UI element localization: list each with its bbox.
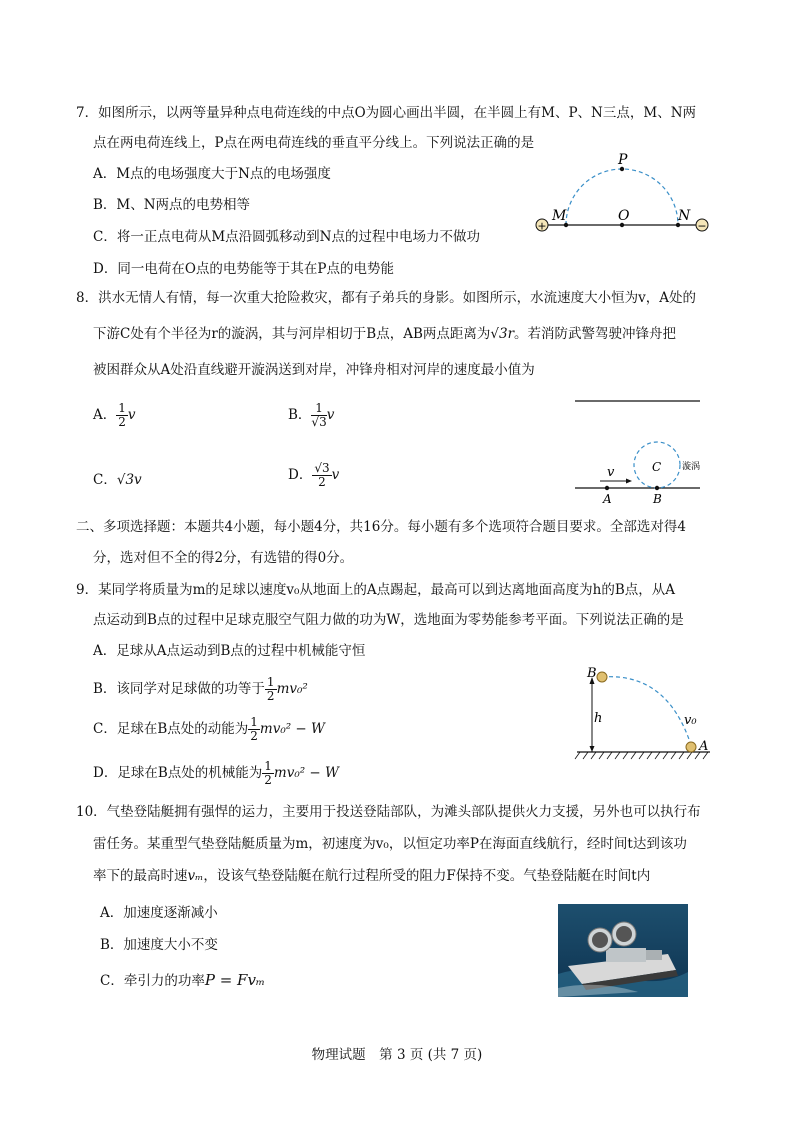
q9-label-v0: v₀ bbox=[684, 713, 697, 728]
q9-option-b-fraction bbox=[265, 676, 277, 703]
q7-stem-line2: 点在两电荷连线上，P点在两电荷连线的垂直平分线上。下列说法正确的是 bbox=[93, 135, 535, 151]
q9-label-a: A bbox=[699, 739, 709, 754]
q8-option-b-label: B． bbox=[288, 407, 312, 423]
q8-option-b-denominator: √3 bbox=[311, 415, 327, 429]
q9-option-d-fraction bbox=[262, 760, 274, 787]
q9-option-c bbox=[93, 716, 325, 743]
q8-label-b: B bbox=[653, 492, 662, 506]
q9-option-c-numerator: 1 bbox=[250, 715, 258, 729]
q10-vm: vₘ bbox=[187, 868, 204, 884]
q9-option-b-denominator: 2 bbox=[266, 689, 275, 703]
q8-stem-line2-c: 。若消防武警驾驶冲锋舟把 bbox=[514, 326, 677, 342]
q7-label-o: O bbox=[618, 208, 630, 224]
q10-stem-line3-a: 率下的最高时速 bbox=[93, 868, 188, 884]
q8-stem-line3: 被困群众从A处沿直线避开漩涡送到对岸，冲锋舟相对河岸的速度最小值为 bbox=[93, 362, 535, 378]
q7-option-a: A．M点的电场强度大于N点的电场强度 bbox=[93, 166, 331, 182]
q7-minus-charge: − bbox=[697, 219, 707, 233]
q8-option-a-var: v bbox=[127, 407, 136, 423]
q9-option-d-expr: mv₀² − W bbox=[273, 765, 339, 781]
q8-option-c bbox=[93, 470, 142, 490]
q9-label-b: B bbox=[587, 666, 597, 681]
q8-option-d bbox=[288, 462, 339, 489]
q9-stem-line2: 点运动到B点的过程中足球克服空气阻力做的功为W，选地面为零势能参考平面。下列说法正确的是 bbox=[93, 612, 684, 628]
q7-option-b: B．M、N两点的电势相等 bbox=[93, 197, 251, 213]
q10-hovercraft-photo bbox=[558, 904, 688, 997]
section2-heading-line1: 二、多项选择题：本题共4小题，每小题4分，共16分。每小题有多个选项符合题目要求。全部选对得4 bbox=[76, 519, 686, 535]
q8-option-a-label: A． bbox=[93, 407, 117, 423]
q8-option-c-value: √3v bbox=[116, 472, 142, 488]
q8-option-c-label: C． bbox=[93, 472, 117, 488]
q9-option-c-text: C．足球在B点处的动能为 bbox=[93, 721, 249, 737]
q9-option-d bbox=[93, 760, 339, 787]
q8-stem-line2 bbox=[93, 325, 676, 343]
q9-stem-line1: 9．某同学将质量为m的足球以速度v₀从地面上的A点踢起，最高可以到达离地面高度为h的B点，从A bbox=[76, 582, 676, 598]
q7-label-n: N bbox=[678, 208, 691, 224]
q9-label-h: h bbox=[594, 711, 603, 726]
q7-label-p: P bbox=[618, 152, 628, 168]
q8-label-v: v bbox=[607, 465, 615, 480]
q8-option-a bbox=[93, 402, 136, 429]
q7-stem-line1: 7．如图所示，以两等量异种点电荷连线的中点O为圆心画出半圆，在半圆上有M、P、N三点，M、N两 bbox=[76, 105, 697, 121]
q8-stem-line1: 8．洪水无情人有情，每一次重大抢险救灾，都有子弟兵的身影。如图所示，水流速度大小恒为v，A处的 bbox=[76, 290, 696, 306]
q10-option-a: A．加速度逐渐减小 bbox=[100, 905, 218, 921]
q8-option-b-numerator: 1 bbox=[311, 402, 326, 416]
q10-stem-line1: 10．气垫登陆艇拥有强悍的运力，主要用于投送登陆部队，为滩头部队提供火力支援，另外也可以执行布 bbox=[76, 804, 701, 820]
q8-label-a: A bbox=[603, 492, 612, 506]
q8-option-a-denominator: 2 bbox=[118, 415, 126, 429]
q8-option-b-var: v bbox=[326, 407, 335, 423]
section2-heading-line2: 分，选对但不全的得2分，有选错的得0分。 bbox=[93, 550, 354, 566]
q8-option-d-var: v bbox=[331, 467, 340, 483]
q7-label-m: M bbox=[552, 208, 567, 224]
q9-option-c-denominator: 2 bbox=[250, 729, 258, 743]
q9-option-d-denominator: 2 bbox=[264, 773, 272, 787]
q9-option-d-numerator: 1 bbox=[264, 759, 272, 773]
q8-option-d-label: D． bbox=[288, 467, 313, 483]
q9-option-b-numerator: 1 bbox=[266, 675, 275, 689]
q10-option-b: B．加速度大小不变 bbox=[100, 937, 218, 953]
q9-option-b-text: B．该同学对足球做的功等于 bbox=[93, 681, 265, 697]
q8-option-b-fraction bbox=[311, 402, 326, 429]
q8-stem-line2-a: 下游C处有个半径为r的漩涡，其与河岸相切于B点，AB两点距离为 bbox=[93, 326, 491, 342]
q10-stem-line3 bbox=[93, 867, 650, 885]
q9-option-c-fraction bbox=[248, 716, 260, 743]
q9-option-d-text: D．足球在B点处的机械能为 bbox=[93, 765, 263, 781]
q10-option-c-text: C．牵引力的功率 bbox=[100, 973, 205, 989]
q8-option-d-numerator: √3 bbox=[314, 461, 330, 475]
q8-river-figure bbox=[570, 395, 705, 510]
q7-option-c: C．将一正点电荷从M点沿圆弧移动到N点的过程中电场力不做功 bbox=[93, 229, 480, 245]
q8-option-b bbox=[288, 402, 334, 429]
q10-stem-line3-c: ，设该气垫登陆艇在航行过程所受的阻力F保持不变。气垫登陆艇在时间t内 bbox=[203, 868, 651, 884]
q9-option-b-expr: mv₀² bbox=[276, 681, 308, 697]
q10-option-c-expr: P = Fvₘ bbox=[204, 971, 266, 989]
q7-semicircle-figure bbox=[528, 152, 718, 242]
q8-sqrt3-r: √3r bbox=[490, 326, 515, 342]
q8-option-a-numerator: 1 bbox=[118, 401, 126, 415]
q8-option-d-fraction bbox=[312, 462, 331, 489]
q10-stem-line2: 雷任务。某重型气垫登陆艇质量为m，初速度为v₀，以恒定功率P在海面直线航行，经时间t达到该功 bbox=[93, 836, 687, 852]
q8-label-c: C bbox=[652, 460, 662, 474]
q10-option-c bbox=[100, 971, 265, 990]
q9-option-b bbox=[93, 676, 308, 703]
q9-option-a: A．足球从A点运动到B点的过程中机械能守恒 bbox=[93, 643, 366, 659]
q8-label-vortex: 漩涡 bbox=[682, 462, 701, 472]
q8-option-d-denominator: 2 bbox=[318, 475, 326, 489]
q7-option-d: D．同一电荷在O点的电势能等于其在P点的电势能 bbox=[93, 261, 394, 277]
q7-plus-charge: + bbox=[537, 219, 547, 233]
q9-trajectory-figure bbox=[572, 662, 717, 767]
page-footer: 物理试题 第 3 页 (共 7 页) bbox=[311, 1047, 483, 1063]
q9-option-c-expr: mv₀² − W bbox=[259, 721, 325, 737]
q8-option-a-fraction bbox=[116, 402, 128, 429]
